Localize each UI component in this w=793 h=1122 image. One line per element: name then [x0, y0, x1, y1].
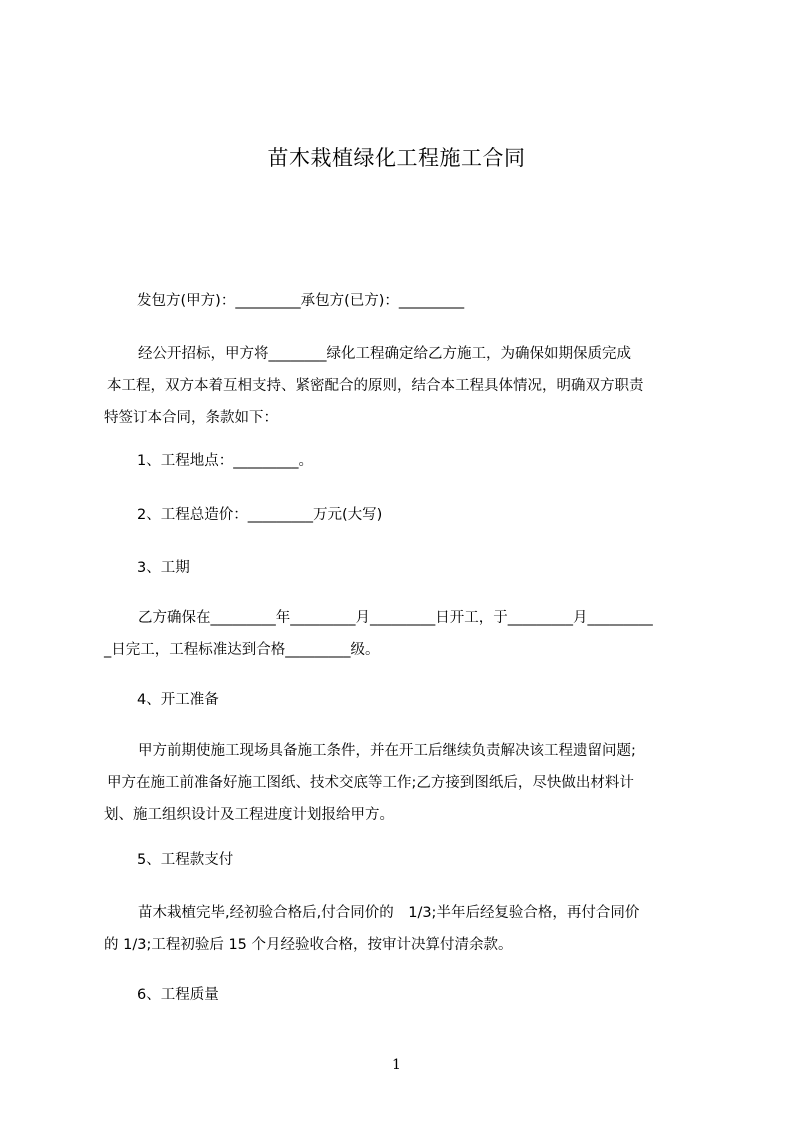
payment-line-1: 苗木栽植完毕,经初验合格后,付合同价的 1/3;半年后经复验合格，再付合同价 [138, 905, 640, 921]
preparation-line-1: 甲方前期使施工现场具备施工条件，并在开工后继续负责解决该工程遗留问题; [138, 743, 636, 759]
schedule-line-1: 乙方确保在_________年_________月_________日开工，于_________月_________ [138, 610, 653, 626]
intro-paragraph [104, 338, 704, 434]
preparation-line-3: 划、施工组织设计及工程进度计划报给甲方。 [104, 807, 394, 823]
clause-4-heading: 4、开工准备 [137, 692, 219, 708]
clause-6-heading: 6、工程质量 [137, 987, 219, 1003]
parties-line: 发包方(甲方)：_________承包方(已方)：_________ [137, 293, 465, 309]
schedule-line-2: _日完工，工程标准达到合格_________级。 [104, 642, 380, 658]
clause-2-price: 2、工程总造价：_________万元(大写) [137, 507, 383, 523]
clause-1-location: 1、工程地点：_________。 [137, 453, 313, 469]
preparation-paragraph [104, 735, 704, 831]
intro-line-1: 经公开招标，甲方将________绿化工程确定给乙方施工，为确保如期保质完成 [138, 346, 631, 362]
intro-line-2: 本工程，双方本着互相支持、紧密配合的原则，结合本工程具体情况，明确双方职责 [107, 378, 644, 394]
intro-line-3: 特签订本合同，条款如下： [104, 410, 278, 426]
payment-paragraph [104, 897, 704, 961]
clause-3-heading: 3、工期 [137, 560, 190, 576]
payment-line-2: 的 1/3;工程初验后 15 个月经验收合格，按审计决算付清余款。 [104, 937, 513, 953]
page-number: 1 [392, 1057, 401, 1073]
clause-5-heading: 5、工程款支付 [137, 852, 234, 868]
schedule-paragraph [104, 602, 704, 666]
preparation-line-2: 甲方在施工前准备好施工图纸、技术交底等工作;乙方接到图纸后，尽快做出材料计 [107, 775, 634, 791]
document-title: 苗木栽植绿化工程施工合同 [267, 146, 526, 170]
